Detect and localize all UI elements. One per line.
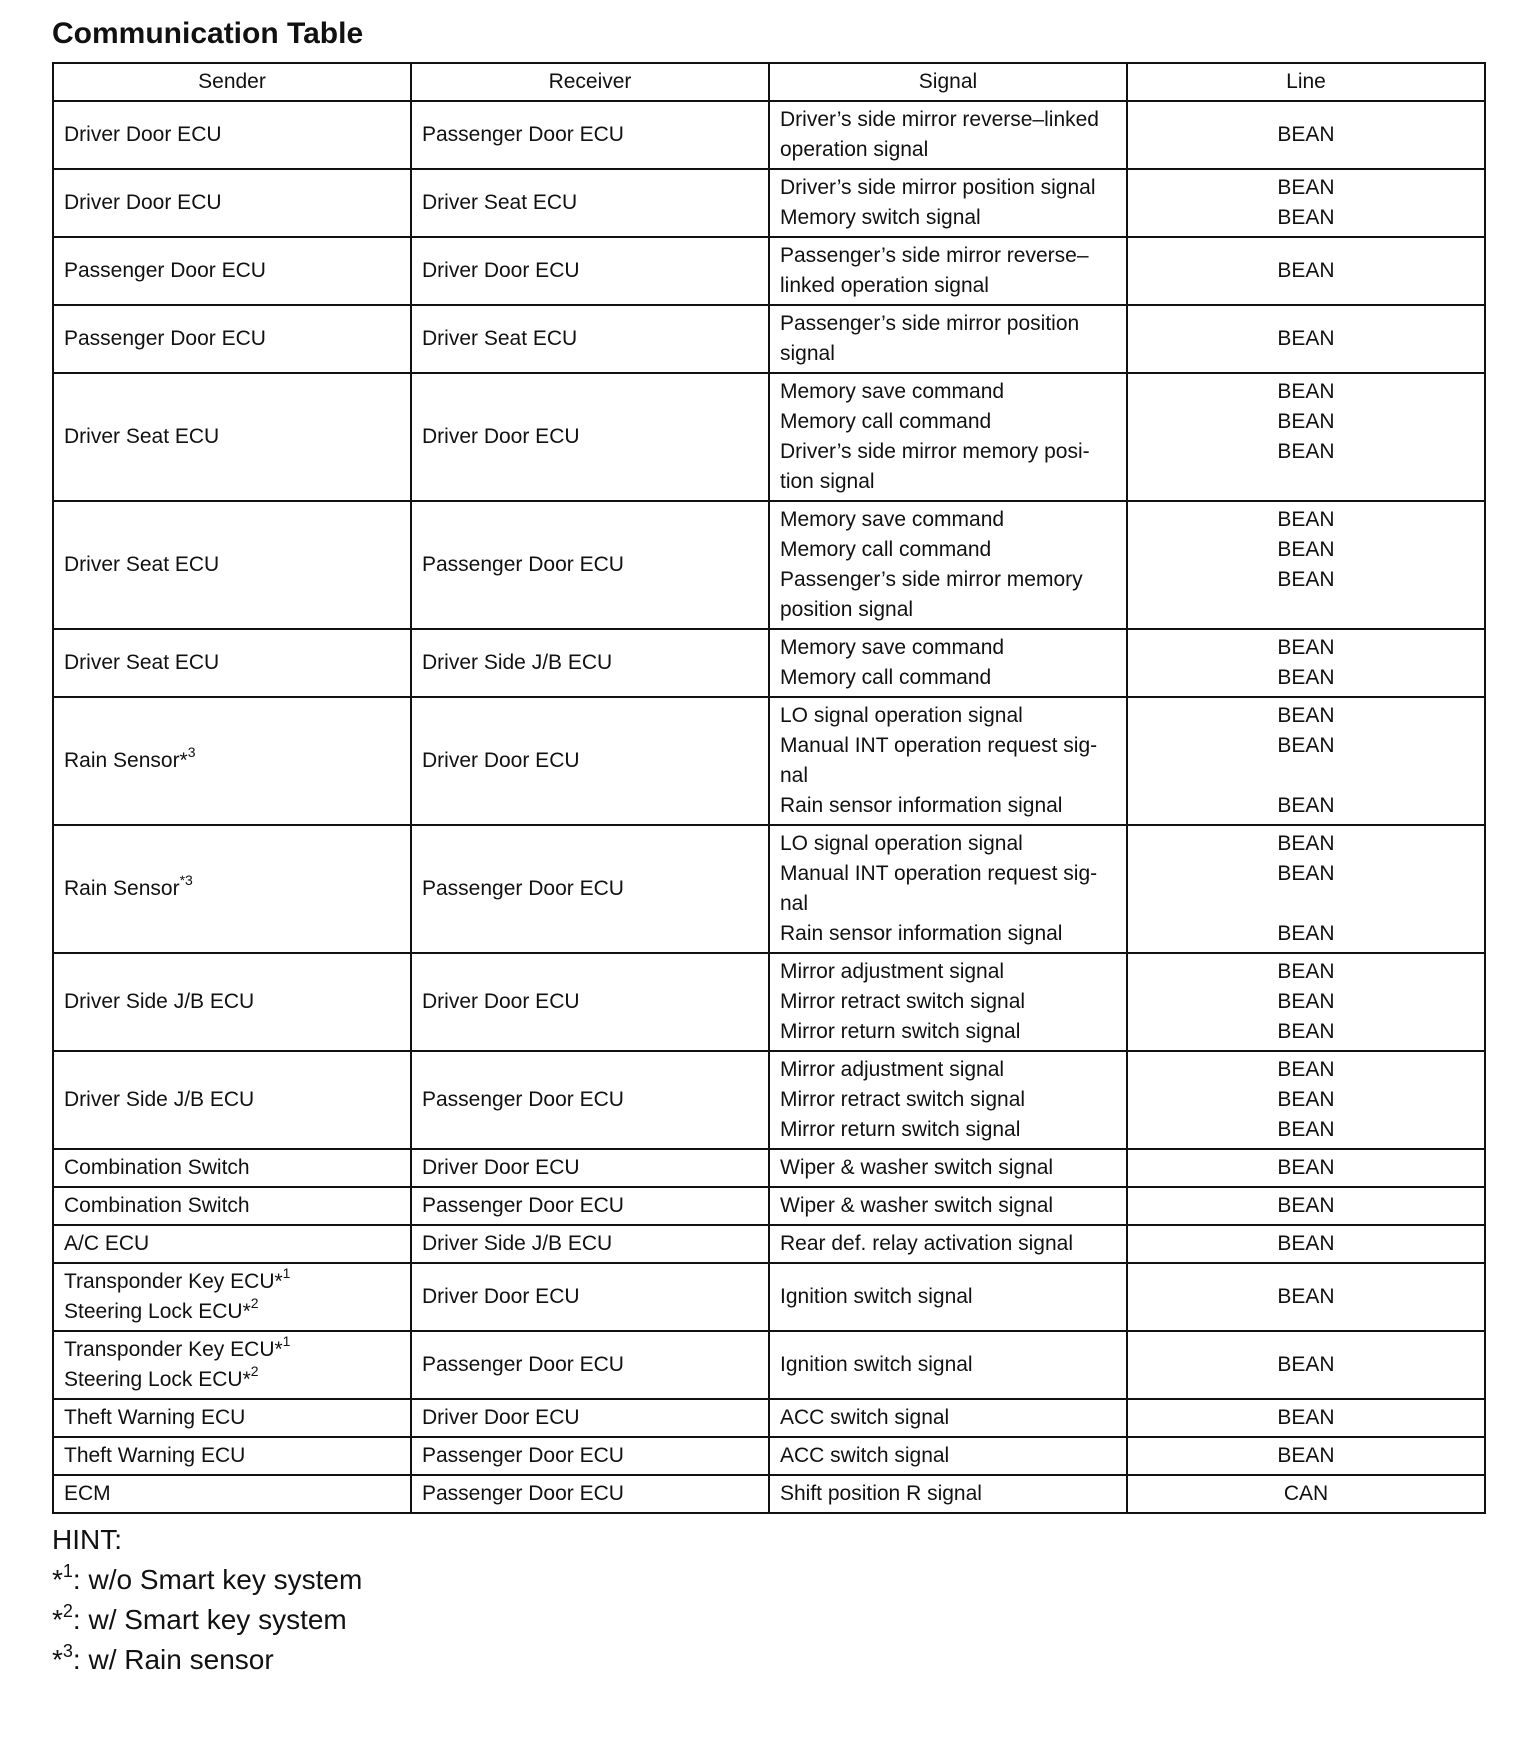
sender-cell bbox=[53, 237, 411, 305]
line-value bbox=[1138, 467, 1474, 497]
table-row bbox=[53, 825, 1485, 953]
signal-line: Rain sensor information signal bbox=[780, 922, 1063, 945]
table-row bbox=[53, 1399, 1485, 1437]
table-row bbox=[53, 1187, 1485, 1225]
table-row bbox=[53, 1263, 1485, 1331]
sender-text: Rain Sensor bbox=[64, 877, 180, 900]
sender-cell bbox=[53, 1475, 411, 1513]
receiver-cell: Driver Door ECU bbox=[411, 237, 769, 305]
hint-note-text: : w/ Smart key system bbox=[72, 1604, 347, 1635]
line-value: BEAN bbox=[1277, 568, 1335, 591]
sender-text: Driver Seat ECU bbox=[64, 425, 220, 448]
sender-text: Driver Door ECU bbox=[64, 123, 222, 146]
hint-note bbox=[52, 1600, 1520, 1640]
sender-text: Driver Seat ECU bbox=[64, 553, 220, 576]
sender-text: Passenger Door ECU bbox=[64, 327, 266, 350]
line-cell bbox=[1127, 629, 1485, 697]
sender-line bbox=[64, 550, 400, 580]
footnote-number: 2 bbox=[62, 1600, 73, 1621]
signal-cell bbox=[769, 305, 1127, 373]
line-value: BEAN bbox=[1277, 922, 1335, 945]
receiver-cell: Driver Door ECU bbox=[411, 1263, 769, 1331]
table-row bbox=[53, 1225, 1485, 1263]
signal-line: nal bbox=[780, 892, 809, 915]
line-cell bbox=[1127, 1399, 1485, 1437]
receiver-cell: Driver Side J/B ECU bbox=[411, 1225, 769, 1263]
signal-line: Passenger’s side mirror memory bbox=[780, 568, 1083, 591]
signal-line: Driver’s side mirror reverse–linked bbox=[780, 108, 1099, 131]
line-value: BEAN bbox=[1277, 1020, 1335, 1043]
sender-cell bbox=[53, 1331, 411, 1399]
signal-cell bbox=[769, 237, 1127, 305]
sender-line bbox=[64, 1085, 400, 1115]
signal-cell bbox=[769, 1399, 1127, 1437]
sender-cell bbox=[53, 169, 411, 237]
sender-line bbox=[64, 1335, 400, 1365]
signal-cell bbox=[769, 1187, 1127, 1225]
sender-line bbox=[64, 188, 400, 218]
sender-cell bbox=[53, 697, 411, 825]
signal-line: Shift position R signal bbox=[780, 1482, 982, 1505]
signal-line: Mirror adjustment signal bbox=[780, 960, 1005, 983]
signal-cell bbox=[769, 501, 1127, 629]
hint-section bbox=[52, 1520, 1520, 1680]
sender-text: Combination Switch bbox=[64, 1156, 250, 1179]
signal-line: Mirror retract switch signal bbox=[780, 1088, 1026, 1111]
signal-line: tion signal bbox=[780, 470, 875, 493]
footnote-ref: 2 bbox=[250, 1295, 259, 1311]
signal-line: LO signal operation signal bbox=[780, 704, 1023, 727]
line-value: BEAN bbox=[1277, 794, 1335, 817]
line-value: BEAN bbox=[1277, 1232, 1335, 1255]
receiver-cell: Passenger Door ECU bbox=[411, 1331, 769, 1399]
signal-cell bbox=[769, 1051, 1127, 1149]
line-value: BEAN bbox=[1277, 327, 1335, 350]
sender-text: Steering Lock ECU* bbox=[64, 1300, 251, 1323]
line-cell bbox=[1127, 1331, 1485, 1399]
signal-line: Memory call command bbox=[780, 666, 992, 689]
sender-line bbox=[64, 648, 400, 678]
signal-line: Memory call command bbox=[780, 410, 992, 433]
signal-line: Memory switch signal bbox=[780, 206, 981, 229]
line-value: BEAN bbox=[1277, 666, 1335, 689]
sender-line bbox=[64, 987, 400, 1017]
line-value: BEAN bbox=[1277, 960, 1335, 983]
sender-cell bbox=[53, 305, 411, 373]
line-cell bbox=[1127, 305, 1485, 373]
line-value: BEAN bbox=[1277, 440, 1335, 463]
table-row bbox=[53, 1149, 1485, 1187]
sender-cell bbox=[53, 1437, 411, 1475]
signal-cell bbox=[769, 697, 1127, 825]
line-value: BEAN bbox=[1277, 123, 1335, 146]
line-value: BEAN bbox=[1277, 206, 1335, 229]
signal-cell bbox=[769, 1475, 1127, 1513]
table-row bbox=[53, 169, 1485, 237]
line-value: BEAN bbox=[1277, 636, 1335, 659]
receiver-cell: Passenger Door ECU bbox=[411, 1475, 769, 1513]
signal-line: Passenger’s side mirror position bbox=[780, 312, 1080, 335]
sender-text: Driver Side J/B ECU bbox=[64, 990, 255, 1013]
receiver-cell: Passenger Door ECU bbox=[411, 1187, 769, 1225]
sender-cell bbox=[53, 1187, 411, 1225]
line-value: BEAN bbox=[1277, 704, 1335, 727]
sender-text: A/C ECU bbox=[64, 1232, 150, 1255]
line-value: BEAN bbox=[1277, 1444, 1335, 1467]
footnote-ref: 3 bbox=[187, 744, 196, 760]
sender-line bbox=[64, 1441, 400, 1471]
signal-cell bbox=[769, 169, 1127, 237]
signal-line: linked operation signal bbox=[780, 274, 989, 297]
hint-label: HINT: bbox=[52, 1524, 122, 1555]
receiver-cell: Driver Door ECU bbox=[411, 1149, 769, 1187]
sender-cell bbox=[53, 1399, 411, 1437]
signal-cell bbox=[769, 825, 1127, 953]
sender-text: Theft Warning ECU bbox=[64, 1444, 246, 1467]
table-row bbox=[53, 1475, 1485, 1513]
signal-cell bbox=[769, 1225, 1127, 1263]
sender-line bbox=[64, 1267, 400, 1297]
table-header-row bbox=[53, 63, 1485, 101]
signal-line: Mirror retract switch signal bbox=[780, 990, 1026, 1013]
table-row bbox=[53, 629, 1485, 697]
signal-line: Rear def. relay activation signal bbox=[780, 1232, 1073, 1255]
signal-line: operation signal bbox=[780, 138, 929, 161]
signal-line: Ignition switch signal bbox=[780, 1285, 973, 1308]
line-value: BEAN bbox=[1277, 259, 1335, 282]
table-row bbox=[53, 305, 1485, 373]
signal-line: Passenger’s side mirror reverse– bbox=[780, 244, 1089, 267]
footnote-number: 1 bbox=[62, 1560, 73, 1581]
line-value: BEAN bbox=[1277, 176, 1335, 199]
sender-line bbox=[64, 1479, 400, 1509]
table-row bbox=[53, 953, 1485, 1051]
footnote-number: 3 bbox=[62, 1640, 73, 1661]
sender-cell bbox=[53, 825, 411, 953]
line-value: BEAN bbox=[1277, 1118, 1335, 1141]
line-value: BEAN bbox=[1277, 1058, 1335, 1081]
sender-text: Combination Switch bbox=[64, 1194, 250, 1217]
sender-line bbox=[64, 1297, 400, 1327]
table-row bbox=[53, 697, 1485, 825]
sender-text: Rain Sensor* bbox=[64, 749, 188, 772]
sender-line bbox=[64, 1191, 400, 1221]
sender-text: Passenger Door ECU bbox=[64, 259, 266, 282]
table-row bbox=[53, 1437, 1485, 1475]
sender-line bbox=[64, 1365, 400, 1395]
sender-line bbox=[64, 422, 400, 452]
line-cell bbox=[1127, 1051, 1485, 1149]
signal-cell bbox=[769, 629, 1127, 697]
signal-line: Mirror return switch signal bbox=[780, 1118, 1021, 1141]
sender-cell bbox=[53, 1225, 411, 1263]
line-value: BEAN bbox=[1277, 1353, 1335, 1376]
document-title: Communication Table bbox=[52, 17, 364, 50]
line-cell bbox=[1127, 373, 1485, 501]
line-value bbox=[1138, 889, 1474, 919]
table-row bbox=[53, 101, 1485, 169]
sender-cell bbox=[53, 1149, 411, 1187]
receiver-cell: Passenger Door ECU bbox=[411, 101, 769, 169]
line-cell bbox=[1127, 101, 1485, 169]
line-cell bbox=[1127, 1475, 1485, 1513]
footnote-ref: 2 bbox=[250, 1363, 259, 1379]
receiver-cell: Passenger Door ECU bbox=[411, 1051, 769, 1149]
hint-note-text: : w/o Smart key system bbox=[72, 1564, 363, 1595]
sender-cell bbox=[53, 953, 411, 1051]
line-value: BEAN bbox=[1277, 832, 1335, 855]
signal-line: ACC switch signal bbox=[780, 1406, 950, 1429]
receiver-cell: Driver Side J/B ECU bbox=[411, 629, 769, 697]
line-value: BEAN bbox=[1277, 1406, 1335, 1429]
sender-line bbox=[64, 1229, 400, 1259]
signal-line: Ignition switch signal bbox=[780, 1353, 973, 1376]
line-cell bbox=[1127, 501, 1485, 629]
line-cell bbox=[1127, 1263, 1485, 1331]
signal-line: signal bbox=[780, 342, 835, 365]
signal-cell bbox=[769, 373, 1127, 501]
sender-text: Driver Door ECU bbox=[64, 191, 222, 214]
sender-cell bbox=[53, 101, 411, 169]
line-cell bbox=[1127, 953, 1485, 1051]
line-value: BEAN bbox=[1277, 1088, 1335, 1111]
line-value: CAN bbox=[1283, 1482, 1329, 1505]
line-cell bbox=[1127, 697, 1485, 825]
signal-cell bbox=[769, 101, 1127, 169]
footnote-ref: *3 bbox=[179, 872, 193, 888]
signal-line: Driver’s side mirror position signal bbox=[780, 176, 1096, 199]
sender-line bbox=[64, 874, 400, 904]
sender-line bbox=[64, 1403, 400, 1433]
line-cell bbox=[1127, 1187, 1485, 1225]
signal-line: Wiper & washer switch signal bbox=[780, 1156, 1054, 1179]
hint-notes bbox=[52, 1560, 1520, 1680]
line-cell bbox=[1127, 1225, 1485, 1263]
sender-line bbox=[64, 324, 400, 354]
signal-line: Manual INT operation request sig- bbox=[780, 862, 1098, 885]
sender-cell bbox=[53, 1051, 411, 1149]
signal-line: Mirror adjustment signal bbox=[780, 1058, 1005, 1081]
receiver-cell: Driver Door ECU bbox=[411, 953, 769, 1051]
receiver-cell: Driver Door ECU bbox=[411, 1399, 769, 1437]
line-value: BEAN bbox=[1277, 1285, 1335, 1308]
receiver-cell: Passenger Door ECU bbox=[411, 501, 769, 629]
table-row bbox=[53, 237, 1485, 305]
line-value: BEAN bbox=[1277, 990, 1335, 1013]
signal-line: Memory call command bbox=[780, 538, 992, 561]
line-cell bbox=[1127, 1437, 1485, 1475]
line-value: BEAN bbox=[1277, 1194, 1335, 1217]
sender-text: Theft Warning ECU bbox=[64, 1406, 246, 1429]
receiver-cell: Driver Door ECU bbox=[411, 373, 769, 501]
sender-cell bbox=[53, 629, 411, 697]
sender-text: Driver Seat ECU bbox=[64, 651, 220, 674]
signal-line: Driver’s side mirror memory posi- bbox=[780, 440, 1090, 463]
line-value: BEAN bbox=[1277, 734, 1335, 757]
footnote-mark: * bbox=[52, 1564, 63, 1595]
line-cell bbox=[1127, 825, 1485, 953]
receiver-cell: Driver Seat ECU bbox=[411, 305, 769, 373]
line-value: BEAN bbox=[1277, 538, 1335, 561]
sender-text: ECM bbox=[64, 1482, 111, 1505]
header-line: Line bbox=[1127, 63, 1485, 101]
sender-line bbox=[64, 746, 400, 776]
signal-cell bbox=[769, 953, 1127, 1051]
sender-text: Driver Side J/B ECU bbox=[64, 1088, 255, 1111]
signal-line: Mirror return switch signal bbox=[780, 1020, 1021, 1043]
signal-line: Wiper & washer switch signal bbox=[780, 1194, 1054, 1217]
signal-line: ACC switch signal bbox=[780, 1444, 950, 1467]
sender-line bbox=[64, 256, 400, 286]
line-value: BEAN bbox=[1277, 380, 1335, 403]
header-sender: Sender bbox=[53, 63, 411, 101]
signal-line: nal bbox=[780, 764, 809, 787]
footnote-mark: * bbox=[52, 1644, 63, 1675]
line-cell bbox=[1127, 1149, 1485, 1187]
sender-line bbox=[64, 120, 400, 150]
signal-line: position signal bbox=[780, 598, 914, 621]
header-signal: Signal bbox=[769, 63, 1127, 101]
receiver-cell: Passenger Door ECU bbox=[411, 1437, 769, 1475]
header-receiver: Receiver bbox=[411, 63, 769, 101]
table-row bbox=[53, 1051, 1485, 1149]
signal-line: Memory save command bbox=[780, 636, 1005, 659]
sender-cell bbox=[53, 501, 411, 629]
signal-line: Memory save command bbox=[780, 380, 1005, 403]
footnote-mark: * bbox=[52, 1604, 63, 1635]
communication-table bbox=[52, 62, 1486, 1514]
sender-cell bbox=[53, 1263, 411, 1331]
line-value: BEAN bbox=[1277, 862, 1335, 885]
table-row bbox=[53, 1331, 1485, 1399]
line-value bbox=[1138, 761, 1474, 791]
hint-note bbox=[52, 1640, 1520, 1680]
sender-text: Steering Lock ECU* bbox=[64, 1368, 251, 1391]
line-cell bbox=[1127, 169, 1485, 237]
receiver-cell: Driver Seat ECU bbox=[411, 169, 769, 237]
signal-cell bbox=[769, 1331, 1127, 1399]
signal-cell bbox=[769, 1149, 1127, 1187]
line-value: BEAN bbox=[1277, 410, 1335, 433]
line-value bbox=[1138, 595, 1474, 625]
sender-cell bbox=[53, 373, 411, 501]
footnote-ref: 1 bbox=[282, 1265, 291, 1281]
signal-line: Manual INT operation request sig- bbox=[780, 734, 1098, 757]
table-row bbox=[53, 501, 1485, 629]
signal-line: Memory save command bbox=[780, 508, 1005, 531]
line-cell bbox=[1127, 237, 1485, 305]
hint-note bbox=[52, 1560, 1520, 1600]
signal-line: Rain sensor information signal bbox=[780, 794, 1063, 817]
line-value: BEAN bbox=[1277, 1156, 1335, 1179]
table-body bbox=[53, 101, 1485, 1513]
signal-line: LO signal operation signal bbox=[780, 832, 1023, 855]
sender-line bbox=[64, 1153, 400, 1183]
sender-text: Transponder Key ECU* bbox=[64, 1338, 283, 1361]
signal-cell bbox=[769, 1437, 1127, 1475]
hint-note-text: : w/ Rain sensor bbox=[72, 1644, 274, 1675]
signal-cell bbox=[769, 1263, 1127, 1331]
sender-text: Transponder Key ECU* bbox=[64, 1270, 283, 1293]
receiver-cell: Driver Door ECU bbox=[411, 697, 769, 825]
receiver-cell: Passenger Door ECU bbox=[411, 825, 769, 953]
table-row bbox=[53, 373, 1485, 501]
line-value: BEAN bbox=[1277, 508, 1335, 531]
footnote-ref: 1 bbox=[282, 1333, 291, 1349]
